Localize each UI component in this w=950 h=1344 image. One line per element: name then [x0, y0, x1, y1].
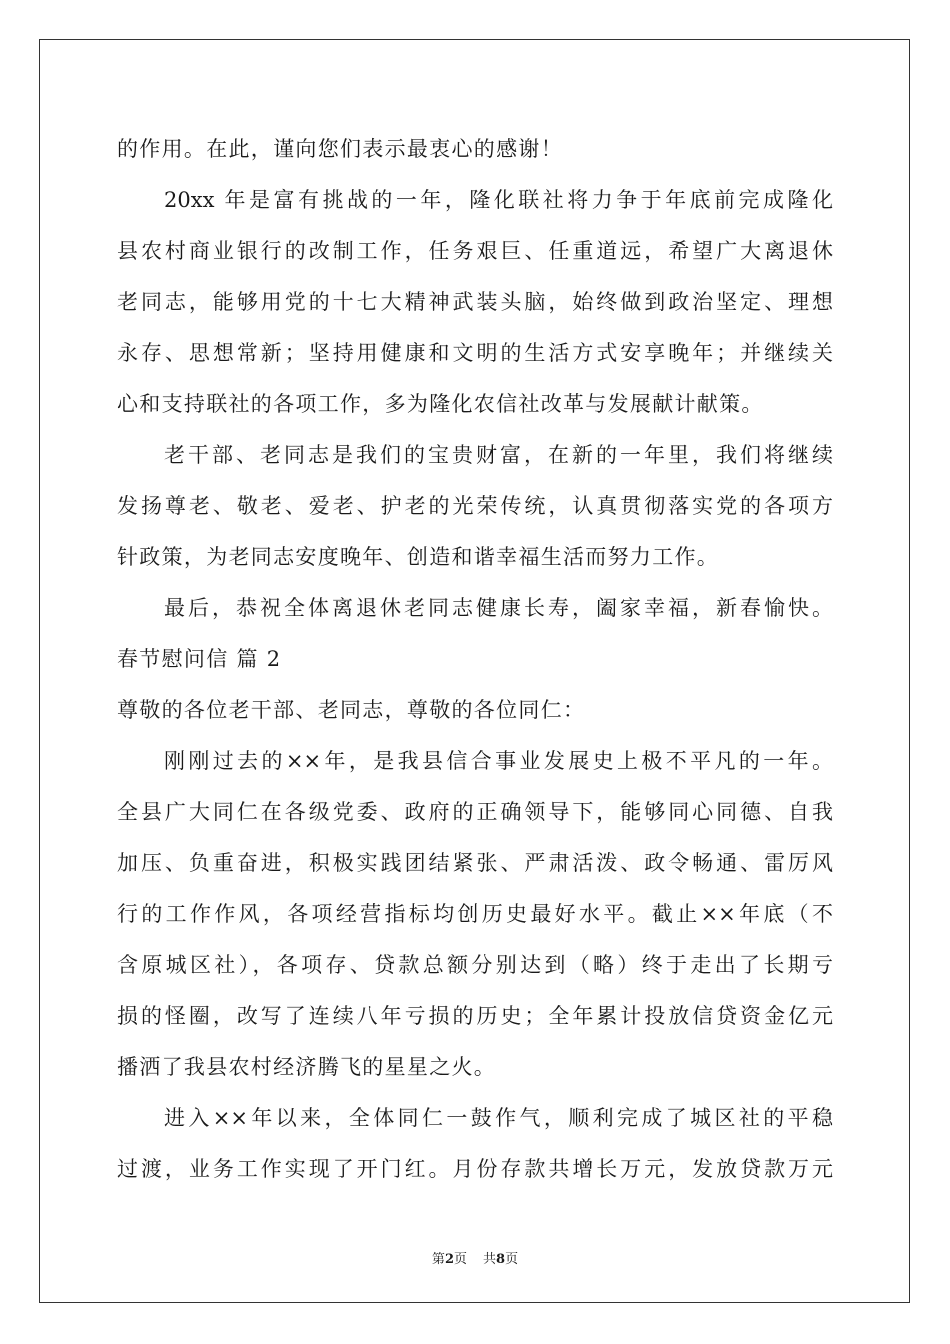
text-line: 永存、思想常新；坚持用健康和文明的生活方式安享晚年；并继续关	[117, 341, 833, 365]
text-line: 心和支持联社的各项工作，多为隆化农信社改革与发展献计献策。	[117, 392, 764, 416]
footer-total-unit: 页	[505, 1252, 519, 1267]
footer-page-prefix: 第	[431, 1252, 445, 1267]
salutation: 尊敬的各位老干部、老同志，尊敬的各位同仁：	[117, 698, 586, 722]
text-line: 损的怪圈，改写了连续八年亏损的历史；全年累计投放信贷资金亿元	[117, 1004, 833, 1028]
section-heading: 春节慰问信 篇 2	[117, 647, 282, 671]
text-line: 针政策，为老同志安度晚年、创造和谐幸福生活而努力工作。	[117, 545, 720, 569]
document-body	[117, 124, 833, 1195]
paragraph-first-line: 老干部、老同志是我们的宝贵财富，在新的一年里，我们将继续	[164, 443, 833, 467]
text-line: 行的工作作风，各项经营指标均创历史最好水平。截止××年底（不	[117, 902, 833, 926]
footer-total-pages: 8	[496, 1252, 506, 1267]
paragraph-first-line: 刚刚过去的××年，是我县信合事业发展史上极不平凡的一年。	[164, 749, 833, 773]
footer-total-prefix: 共	[483, 1252, 497, 1267]
text-line: 的作用。在此，谨向您们表示最衷心的感谢！	[117, 137, 563, 161]
text-line: 含原城区社），各项存、贷款总额分别达到（略）终于走出了长期亏	[117, 953, 833, 977]
paragraph-first-line: 20xx 年是富有挑战的一年，隆化联社将力争于年底前完成隆化	[164, 188, 833, 212]
footer-page-number: 2	[444, 1252, 454, 1267]
text-line: 加压、负重奋进，积极实践团结紧张、严肃活泼、政令畅通、雷厉风	[117, 851, 833, 875]
page-footer	[0, 1248, 950, 1267]
text-line: 老同志，能够用党的十七大精神武装头脑，始终做到政治坚定、理想	[117, 290, 833, 314]
text-line: 全县广大同仁在各级党委、政府的正确领导下，能够同心同德、自我	[117, 800, 833, 824]
text-line: 发扬尊老、敬老、爱老、护老的光荣传统，认真贯彻落实党的各项方	[117, 494, 833, 518]
paragraph-first-line: 最后，恭祝全体离退休老同志健康长寿，阖家幸福，新春愉快。	[164, 596, 833, 620]
footer-page-unit: 页	[453, 1252, 467, 1267]
text-line: 过渡，业务工作实现了开门红。月份存款共增长万元，发放贷款万元	[117, 1157, 833, 1181]
paragraph-first-line: 进入××年以来，全体同仁一鼓作气，顺利完成了城区社的平稳	[164, 1106, 833, 1130]
text-line: 县农村商业银行的改制工作，任务艰巨、任重道远，希望广大离退休	[117, 239, 833, 263]
text-line: 播洒了我县农村经济腾飞的星星之火。	[117, 1055, 497, 1079]
